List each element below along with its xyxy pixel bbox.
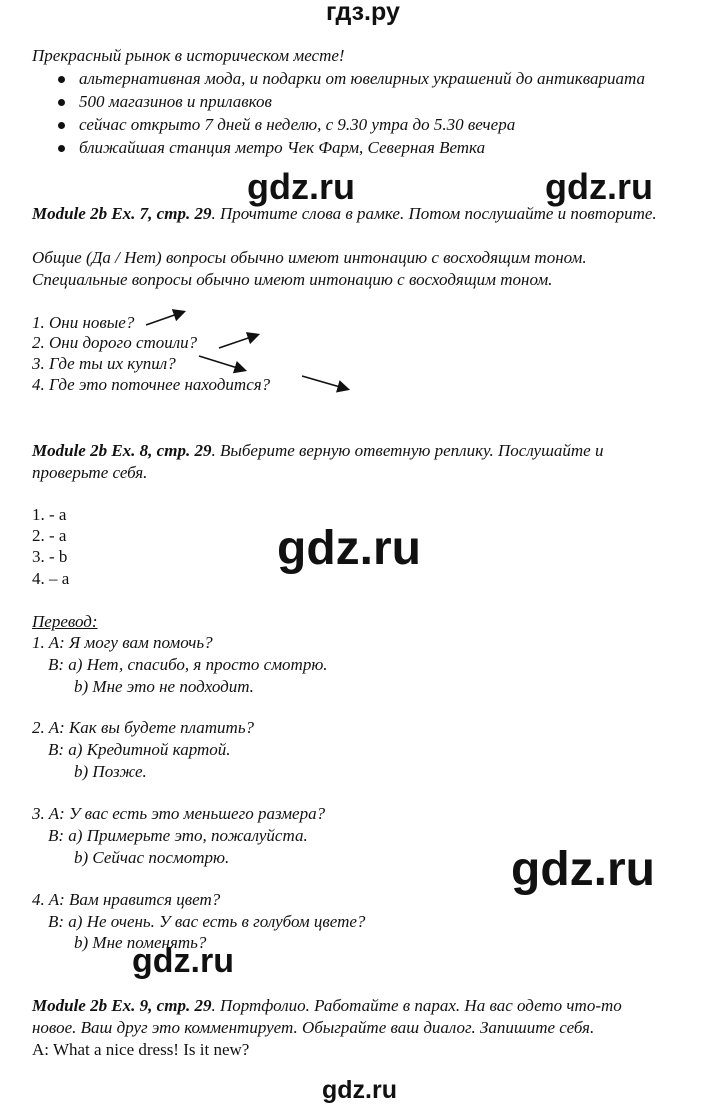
- ex7-item: 1. Они новые?: [32, 313, 135, 332]
- ex7-item: 2. Они дорого стоили?: [32, 333, 198, 352]
- intro-bullet: сейчас открыто 7 дней в неделю, с 9.30 утра до 5.30 вечера: [79, 115, 516, 134]
- ex8-answer: 1. - a: [32, 505, 67, 524]
- ex9-task-cont: новое. Ваш друг это комментирует. Обыграйте ваш диалог. Запишите себя.: [32, 1018, 595, 1037]
- ex8-task: . Выберите верную ответную реплику. Послушайте и: [211, 441, 604, 460]
- ex7-item: 3. Где ты их купил?: [32, 354, 176, 373]
- ex7-rule: Специальные вопросы обычно имеют интонацию с восходящим тоном.: [32, 270, 553, 289]
- dialog-b-b: b) Позже.: [74, 762, 147, 781]
- dialog-a: 4. A: Вам нравится цвет?: [32, 890, 221, 909]
- dialog-a: 2. A: Как вы будете платить?: [32, 718, 255, 737]
- watermark: gdz.ru: [322, 1076, 397, 1104]
- ex9-task: . Портфолио. Работайте в парах. На вас одето что-то: [211, 996, 622, 1015]
- ex7-rule: Общие (Да / Нет) вопросы обычно имеют интонацию с восходящим тоном.: [32, 248, 587, 267]
- ex9-heading-line: [32, 995, 622, 1016]
- falling-arrow-icon: [302, 376, 347, 389]
- dialog-b-a: B: a) Кредитной картой.: [48, 740, 231, 759]
- ex7-task: . Прочтите слова в рамке. Потом послушайте и повторите.: [211, 204, 657, 223]
- intro-line: Прекрасный рынок в историческом месте!: [32, 46, 345, 65]
- dialog-a: 1. A: Я могу вам помочь?: [32, 633, 213, 652]
- ex8-heading: Module 2b Ex. 8, стр. 29: [32, 441, 212, 460]
- dialog-b-a: B: a) Не очень. У вас есть в голубом цвете?: [48, 912, 366, 931]
- ex8-task-cont: проверьте себя.: [32, 463, 148, 482]
- watermark: gdz.ru: [277, 522, 421, 575]
- watermark: gdz.ru: [511, 843, 655, 896]
- intro-bullet: альтернативная мода, и подарки от ювелирных украшений до антиквариата: [79, 69, 645, 88]
- dialog-b-b: b) Мне это не подходит.: [74, 677, 254, 696]
- header-watermark: гдз.ру: [326, 0, 400, 26]
- ex8-heading-line: [32, 440, 603, 461]
- watermark: gdz.ru: [545, 166, 653, 207]
- dialog-b-a: B: a) Примерьте это, пожалуйста.: [48, 826, 308, 845]
- rising-arrow-icon: [146, 312, 183, 325]
- ex9-heading: Module 2b Ex. 9, стр. 29: [32, 996, 212, 1015]
- falling-arrow-icon: [199, 356, 244, 370]
- ex9-example: A: What a nice dress! Is it new?: [32, 1040, 250, 1059]
- ex8-answer: 2. - a: [32, 526, 67, 545]
- ex8-answer: 3. - b: [32, 547, 68, 566]
- dialog-b-b: b) Сейчас посмотрю.: [74, 848, 230, 867]
- ex7-item: 4. Где это поточнее находится?: [32, 375, 271, 394]
- ex7-heading: Module 2b Ex. 7, стр. 29: [32, 204, 212, 223]
- rising-arrow-icon: [219, 335, 257, 348]
- translation-label: Перевод:: [32, 612, 98, 631]
- dialog-b-a: B: a) Нет, спасибо, я просто смотрю.: [48, 655, 328, 674]
- dialog-b-b: b) Мне поменять?: [74, 933, 207, 952]
- watermark: gdz.ru: [247, 166, 355, 207]
- ex8-answer: 4. – a: [32, 569, 70, 588]
- watermark: gdz.ru: [132, 942, 234, 980]
- intro-bullet: ближайшая станция метро Чек Фарм, Северная Ветка: [79, 138, 486, 157]
- dialog-a: 3. A: У вас есть это меньшего размера?: [32, 804, 326, 823]
- intro-bullet: 500 магазинов и прилавков: [79, 92, 272, 111]
